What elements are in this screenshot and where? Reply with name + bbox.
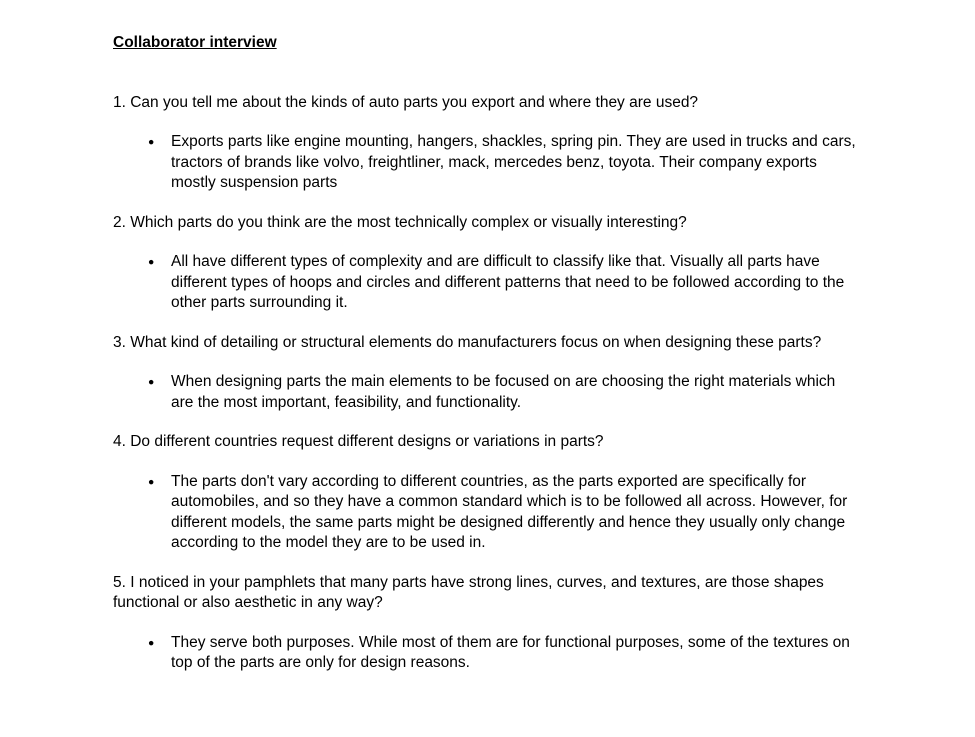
document-content xyxy=(113,33,863,674)
qa-section-5 xyxy=(113,573,863,674)
answer-text-3: When designing parts the main elements to be focused on are choosing the right materials which are the most important, feasibility, and functionality. xyxy=(171,373,836,411)
answer-item xyxy=(148,472,863,554)
interview-question-3: 3. What kind of detailing or structural elements do manufacturers focus on when designing these parts? xyxy=(113,333,822,351)
qa-section-1 xyxy=(113,93,863,194)
page-title: Collaborator interview xyxy=(113,34,277,51)
answer-list-2 xyxy=(113,252,863,314)
answer-list-4 xyxy=(113,472,863,554)
interview-question-4: 4. Do different countries request different designs or variations in parts? xyxy=(113,433,604,450)
interview-question-2: 2. Which parts do you think are the most technically complex or visually interesting? xyxy=(113,213,687,231)
answer-item xyxy=(148,372,863,413)
qa-section-3 xyxy=(113,333,863,414)
answer-text-4: The parts don't vary according to different countries, as the parts exported are specifically for automobiles, and so they have a common standard which is to be followed all across. However, for different models, the same parts might be designed differently and hence they usually only change according to the model they are to be used in. xyxy=(171,472,848,551)
answer-text-1: Exports parts like engine mounting, hangers, shackles, spring pin. They are used in trucks and cars, tractors of brands like volvo, freightliner, mack, mercedes benz, toyota. Their company exports mostly suspension parts xyxy=(171,133,856,191)
answer-list-5 xyxy=(113,633,863,674)
answer-item xyxy=(148,252,863,314)
bullet-icon: ● xyxy=(148,376,155,388)
interview-question-1: 1. Can you tell me about the kinds of auto parts you export and where they are used? xyxy=(113,93,699,111)
answer-text-5: They serve both purposes. While most of them are for functional purposes, some of the textures on top of the parts are only for design reasons. xyxy=(171,633,850,671)
bullet-icon: ● xyxy=(148,475,155,488)
answer-text-2: All have different types of complexity and are difficult to classify like that. Visually all parts have different types of hoops and circles and different patterns that need to be followed according to the other parts surrounding it. xyxy=(171,253,845,311)
bullet-icon: ● xyxy=(148,256,155,268)
qa-section-4 xyxy=(113,432,863,554)
interview-question-5: 5. I noticed in your pamphlets that many parts have strong lines, curves, and textures, are those shapes functional or also aesthetic in any way? xyxy=(113,573,824,611)
answer-list-3 xyxy=(113,372,863,413)
answer-item xyxy=(148,633,863,674)
qa-section-2 xyxy=(113,213,863,314)
answer-item xyxy=(148,132,863,194)
bullet-icon: ● xyxy=(148,636,155,649)
answer-list-1 xyxy=(113,132,863,194)
bullet-icon: ● xyxy=(148,136,155,148)
